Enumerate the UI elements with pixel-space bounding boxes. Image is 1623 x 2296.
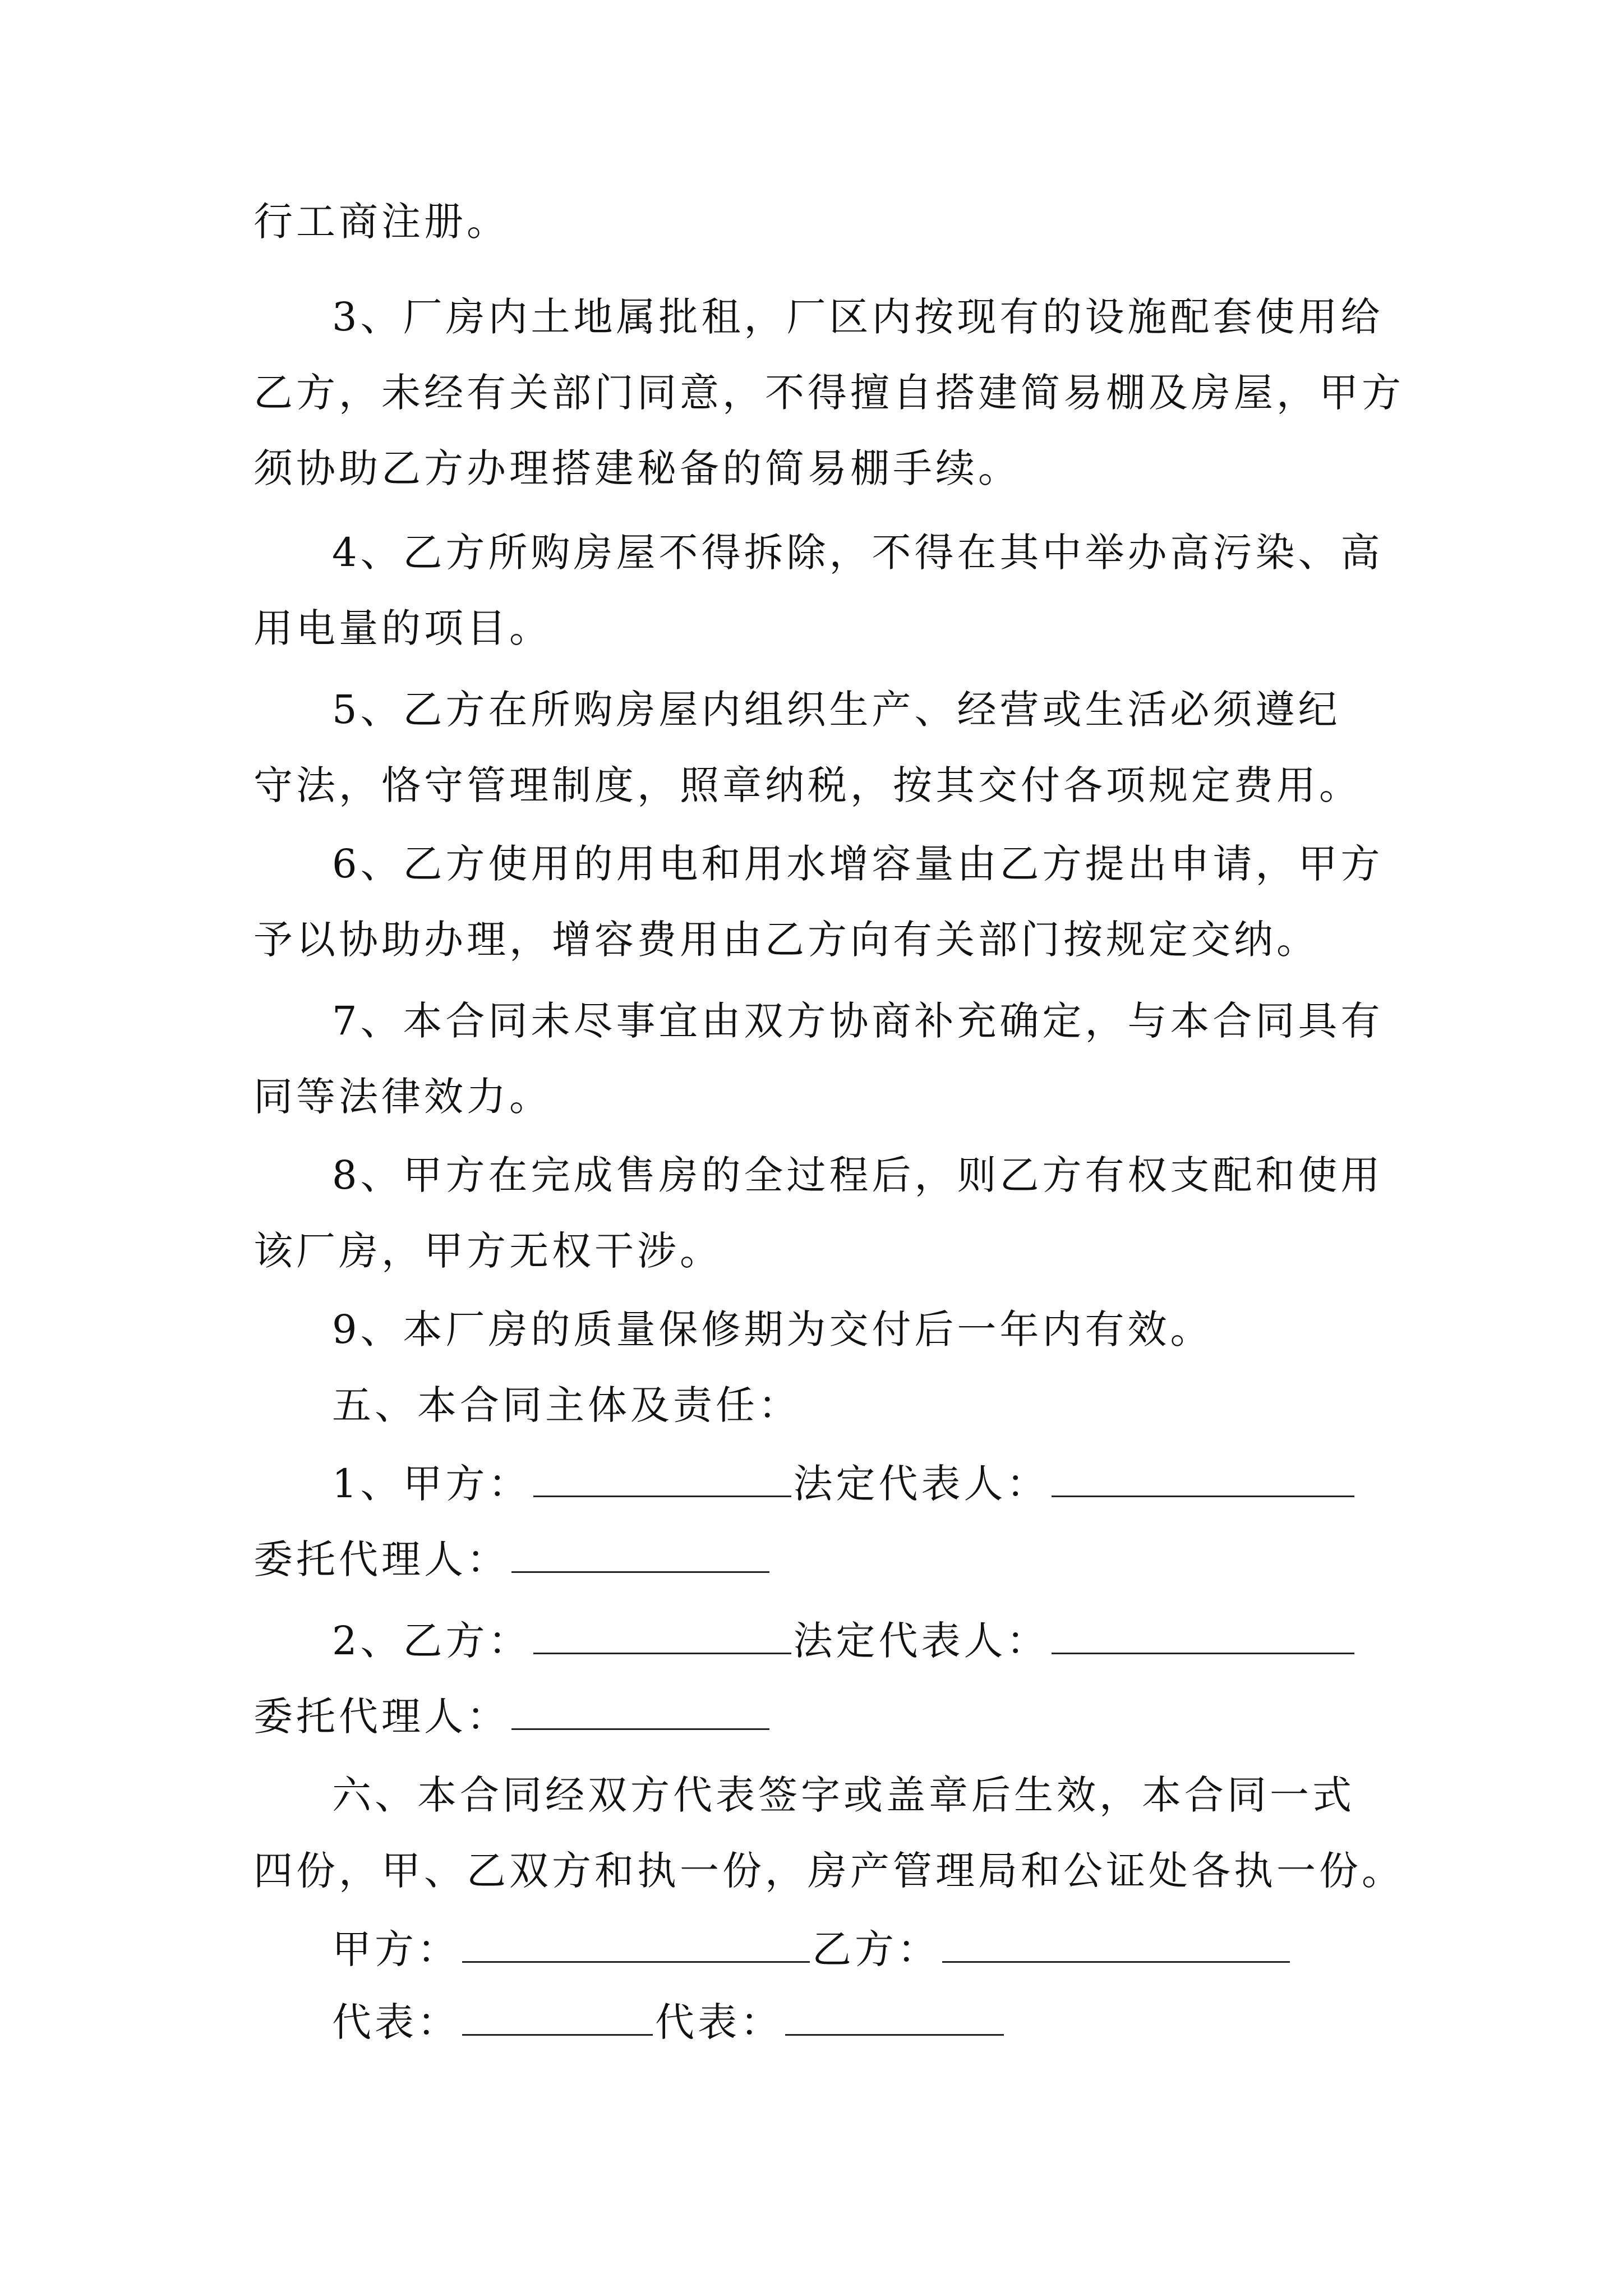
text-line: 乙方，未经有关部门同意，不得擅自搭建简易棚及房屋，甲方 xyxy=(253,370,1404,416)
text-line: 3、厂房内土地属批租，厂区内按现有的设施配套使用给 xyxy=(332,294,1384,340)
signature-parties-row xyxy=(332,1921,1292,1977)
text-line: 6、乙方使用的用电和用水增容量由乙方提出申请，甲方 xyxy=(332,841,1384,887)
text-line: 8、甲方在完成售房的全过程后，则乙方有权支配和使用 xyxy=(332,1152,1384,1198)
sign-party-b-label: 乙方： xyxy=(812,1926,940,1972)
sign-party-a-blank xyxy=(462,1958,810,1963)
party2-agent-label: 委托代理人： xyxy=(253,1694,509,1740)
text-line: 用电量的项目。 xyxy=(253,605,552,651)
party1-name-blank xyxy=(533,1492,791,1497)
party1-legal-rep-label: 法定代表人： xyxy=(793,1461,1049,1507)
party2-row xyxy=(332,1613,1357,1669)
text-line: 5、乙方在所购房屋内组织生产、经营或生活必须遵纪 xyxy=(332,687,1341,733)
party2-legal-rep-label: 法定代表人： xyxy=(793,1618,1049,1664)
text-line: 9、本厂房的质量保修期为交付后一年内有效。 xyxy=(332,1306,1213,1352)
rep-a-blank xyxy=(462,2031,653,2036)
rep-b-blank xyxy=(785,2031,1004,2036)
party1-label: 1、甲方： xyxy=(332,1461,531,1507)
sign-party-b-blank xyxy=(942,1958,1290,1963)
party1-legal-rep-blank xyxy=(1052,1492,1354,1497)
signature-reps-row xyxy=(332,1994,1006,2050)
text-line: 同等法律效力。 xyxy=(253,1074,552,1120)
party1-agent-label: 委托代理人： xyxy=(253,1536,509,1582)
text-line: 4、乙方所购房屋不得拆除，不得在其中举办高污染、高 xyxy=(332,530,1384,576)
sign-party-a-label: 甲方： xyxy=(332,1926,460,1972)
party1-row xyxy=(332,1456,1357,1512)
section-heading: 五、本合同主体及责任： xyxy=(332,1382,801,1428)
party1-agent-row xyxy=(253,1531,772,1588)
text-line: 该厂房，甲方无权干涉。 xyxy=(253,1228,722,1274)
party2-agent-row xyxy=(253,1688,772,1745)
text-line: 守法，恪守管理制度，照章纳税，按其交付各项规定费用。 xyxy=(253,762,1362,808)
party2-label: 2、乙方： xyxy=(332,1618,531,1664)
text-line: 六、本合同经双方代表签字或盖章后生效，本合同一式 xyxy=(332,1772,1355,1818)
rep-b-label: 代表： xyxy=(655,1999,783,2045)
text-line: 四份，甲、乙双方和执一份，房产管理局和公证处各执一份。 xyxy=(253,1848,1404,1894)
party2-name-blank xyxy=(533,1649,791,1654)
text-line: 7、本合同未尽事宜由双方协商补充确定，与本合同具有 xyxy=(332,998,1384,1044)
party2-legal-rep-blank xyxy=(1052,1649,1354,1654)
rep-a-label: 代表： xyxy=(332,1999,460,2045)
text-line: 须协助乙方办理搭建秘备的简易棚手续。 xyxy=(253,445,1021,491)
text-line: 行工商注册。 xyxy=(253,199,509,245)
text-line: 予以协助办理，增容费用由乙方向有关部门按规定交纳。 xyxy=(253,917,1319,963)
party2-agent-blank xyxy=(511,1725,769,1730)
party1-agent-blank xyxy=(511,1568,769,1573)
